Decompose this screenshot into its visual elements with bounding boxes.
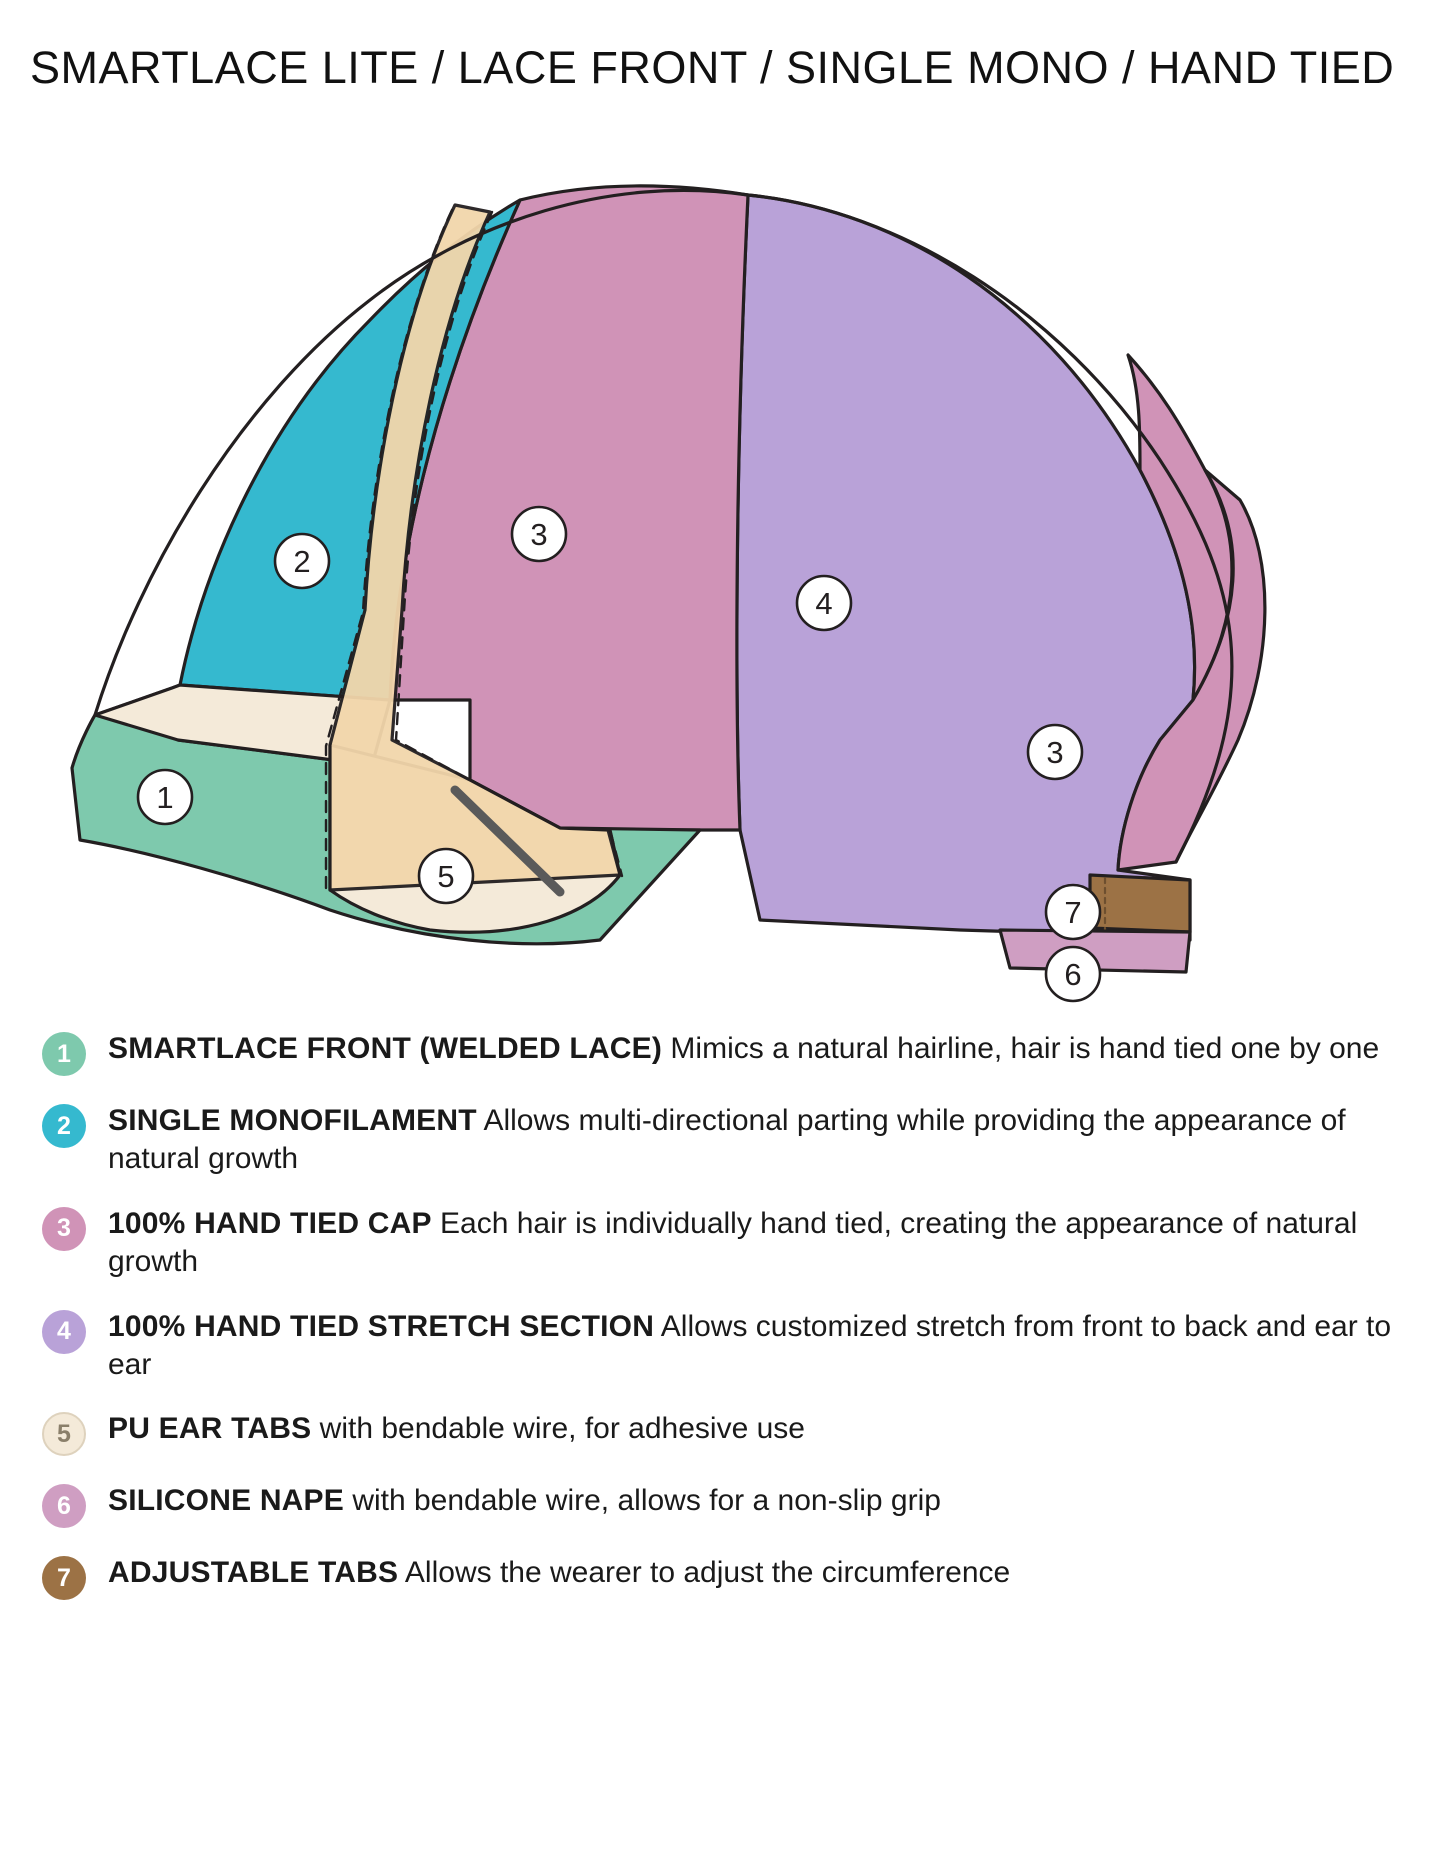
legend-text-5 xyxy=(108,1410,805,1448)
callout-label-2: 2 xyxy=(293,544,311,579)
legend-desc-3: Each hair is individually hand tied, creating the appearance of natural growth xyxy=(108,1206,1358,1279)
callout-label-1: 1 xyxy=(156,780,174,815)
legend xyxy=(0,1030,1445,1626)
legend-badge-3: 3 xyxy=(42,1207,86,1251)
callout-label-5: 5 xyxy=(437,859,455,894)
callout-label-6: 6 xyxy=(1064,957,1082,992)
legend-text-2 xyxy=(108,1102,1398,1179)
legend-title-3: 100% HAND TIED CAP xyxy=(108,1206,432,1240)
callout-label-4: 4 xyxy=(815,586,833,621)
legend-item-2 xyxy=(0,1102,1445,1179)
legend-desc-4: Allows customized stretch from front to back and ear to ear xyxy=(108,1309,1392,1381)
legend-desc-7: Allows the wearer to adjust the circumference xyxy=(404,1556,1011,1590)
legend-text-1 xyxy=(108,1030,1379,1068)
legend-desc-2: Allows multi-directional parting while providing the appearance of natural growth xyxy=(108,1104,1346,1176)
legend-desc-5: with bendable wire, for adhesive use xyxy=(319,1412,805,1446)
cap-svg xyxy=(0,140,1445,1020)
legend-text-7 xyxy=(108,1554,1010,1592)
legend-title-4: 100% HAND TIED STRETCH SECTION xyxy=(108,1309,655,1343)
legend-badge-6: 6 xyxy=(42,1484,86,1528)
legend-item-6 xyxy=(0,1482,1445,1528)
legend-item-4 xyxy=(0,1308,1445,1385)
legend-desc-1: Mimics a natural hairline, hair is hand tied one by one xyxy=(670,1032,1380,1065)
legend-badge-4: 4 xyxy=(42,1310,86,1354)
callout-label-7: 7 xyxy=(1064,895,1082,930)
legend-title-5: PU EAR TABS xyxy=(108,1412,312,1446)
legend-item-7 xyxy=(0,1554,1445,1600)
legend-item-5 xyxy=(0,1410,1445,1456)
legend-text-6 xyxy=(108,1482,941,1520)
legend-desc-6: with bendable wire, allows for a non-slip grip xyxy=(352,1484,941,1518)
legend-item-1 xyxy=(0,1030,1445,1076)
legend-text-3 xyxy=(108,1205,1398,1282)
legend-badge-2: 2 xyxy=(42,1104,86,1148)
legend-title-2: SINGLE MONOFILAMENT xyxy=(108,1104,477,1137)
callout-label-3-back: 3 xyxy=(1046,735,1064,770)
legend-item-3 xyxy=(0,1205,1445,1282)
legend-title-6: SILICONE NAPE xyxy=(108,1484,344,1518)
legend-badge-1: 1 xyxy=(42,1032,86,1076)
page-title: SMARTLACE LITE / LACE FRONT / SINGLE MONO / HAND TIED xyxy=(30,42,1395,93)
legend-text-4 xyxy=(108,1308,1398,1385)
legend-badge-7: 7 xyxy=(42,1556,86,1600)
legend-title-1: SMARTLACE FRONT (WELDED LACE) xyxy=(108,1032,663,1065)
legend-title-7: ADJUSTABLE TABS xyxy=(108,1556,399,1590)
wig-cap-diagram xyxy=(0,140,1445,1020)
callout-label-3-front: 3 xyxy=(530,517,548,552)
legend-badge-5: 5 xyxy=(42,1412,86,1456)
